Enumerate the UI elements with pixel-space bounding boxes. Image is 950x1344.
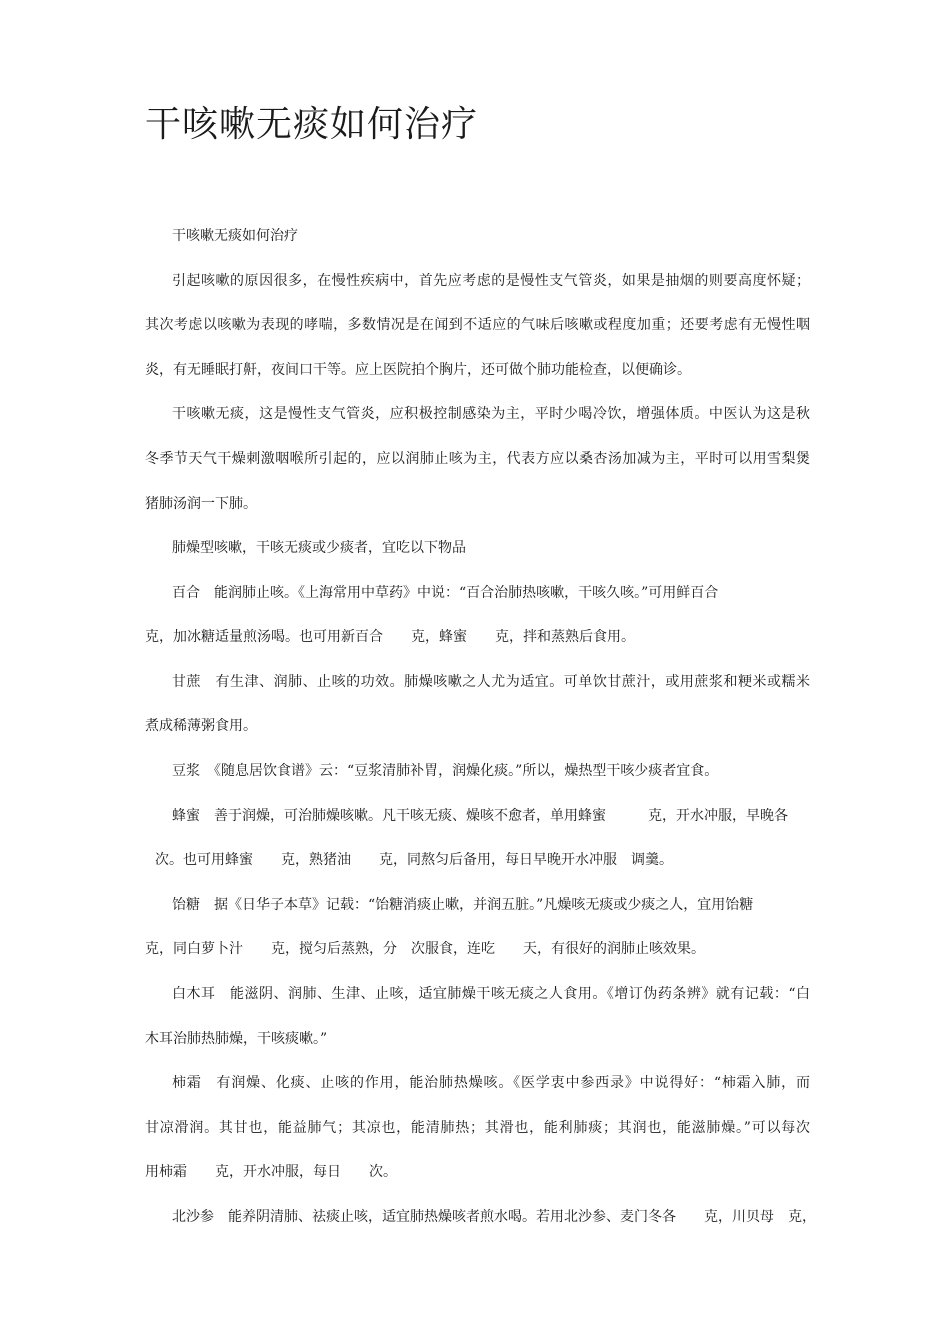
text-line: 北沙参 能养阴清肺、祛痰止咳，适宜肺热燥咳者煎水喝。若用北沙参、麦门冬各 克，川贝母 克， — [172, 1209, 816, 1225]
text-line: 次。也可用蜂蜜 克，熟猪油 克，同熬匀后备用，每日早晚开水冲服 调羹。 — [155, 852, 673, 868]
text-line: 甘凉滑润。其甘也，能益肺气；其凉也，能清肺热；其滑也，能利肺痰；其润也，能滋肺燥。”可以每次 — [145, 1120, 810, 1136]
text-line: 用柿霜 克，开水冲服，每日 次。 — [145, 1164, 397, 1180]
text-line: 蜂蜜 善于润燥，可治肺燥咳嗽。凡干咳无痰、燥咳不愈者，单用蜂蜜 克，开水冲服，早晚各 — [172, 808, 788, 824]
text-line: 柿霜 有润燥、化痰、止咳的作用，能治肺热燥咳。《医学衷中参西录》中说得好：“柿霜入肺，而 — [172, 1075, 810, 1091]
text-line: 冬季节天气干燥刺激咽喉所引起的，应以润肺止咳为主，代表方应以桑杏汤加减为主，平时可以用雪梨煲 — [145, 451, 810, 467]
text-line: 百合 能润肺止咳。《上海常用中草药》中说：“百合治肺热咳嗽，干咳久咳。”可用鲜百合 — [172, 585, 719, 601]
text-line: 克，同白萝卜汁 克，搅匀后蒸熟，分 次服食，连吃 天，有很好的润肺止咳效果。 — [145, 941, 705, 957]
text-line: 煮成稀薄粥食用。 — [145, 718, 257, 734]
text-line: 白木耳 能滋阴、润肺、生津、止咳，适宜肺燥干咳无痰之人食用。《增订伪药条辨》就有记载：“白 — [172, 986, 810, 1002]
text-line: 肺燥型咳嗽，干咳无痰或少痰者，宜吃以下物品 — [172, 540, 466, 556]
text-line: 猪肺汤润一下肺。 — [145, 496, 257, 512]
text-line: 甘蔗 有生津、润肺、止咳的功效。肺燥咳嗽之人尤为适宜。可单饮甘蔗汁，或用蔗浆和粳米或糯米 — [172, 674, 810, 690]
text-line: 干咳嗽无痰，这是慢性支气管炎，应积极控制感染为主，平时少喝冷饮，增强体质。中医认为这是秋 — [172, 406, 810, 422]
text-line: 炎，有无睡眠打鼾，夜间口干等。应上医院拍个胸片，还可做个肺功能检查，以便确诊。 — [145, 362, 691, 378]
paragraph-subtitle: 干咳嗽无痰如何治疗 — [172, 228, 298, 244]
text-line: 克，加冰糖适量煎汤喝。也可用新百合 克，蜂蜜 克，拌和蒸熟后食用。 — [145, 629, 635, 645]
text-line: 其次考虑以咳嗽为表现的哮喘，多数情况是在闻到不适应的气味后咳嗽或程度加重；还要考虑有无慢性咽 — [145, 317, 810, 333]
text-line: 饴糖 据《日华子本草》记载：“饴糖消痰止嗽，并润五脏。”凡燥咳无痰或少痰之人，宜用饴糖 — [172, 897, 754, 913]
page-title: 干咳嗽无痰如何治疗 — [145, 104, 479, 145]
text-line: 豆浆 《随息居饮食谱》云：“豆浆清肺补胃，润燥化痰。”所以，燥热型干咳少痰者宜食。 — [172, 763, 719, 779]
text-line: 木耳治肺热肺燥，干咳痰嗽。” — [145, 1031, 328, 1047]
text-line: 引起咳嗽的原因很多，在慢性疾病中，首先应考虑的是慢性支气管炎，如果是抽烟的则要高度怀疑； — [172, 273, 810, 289]
